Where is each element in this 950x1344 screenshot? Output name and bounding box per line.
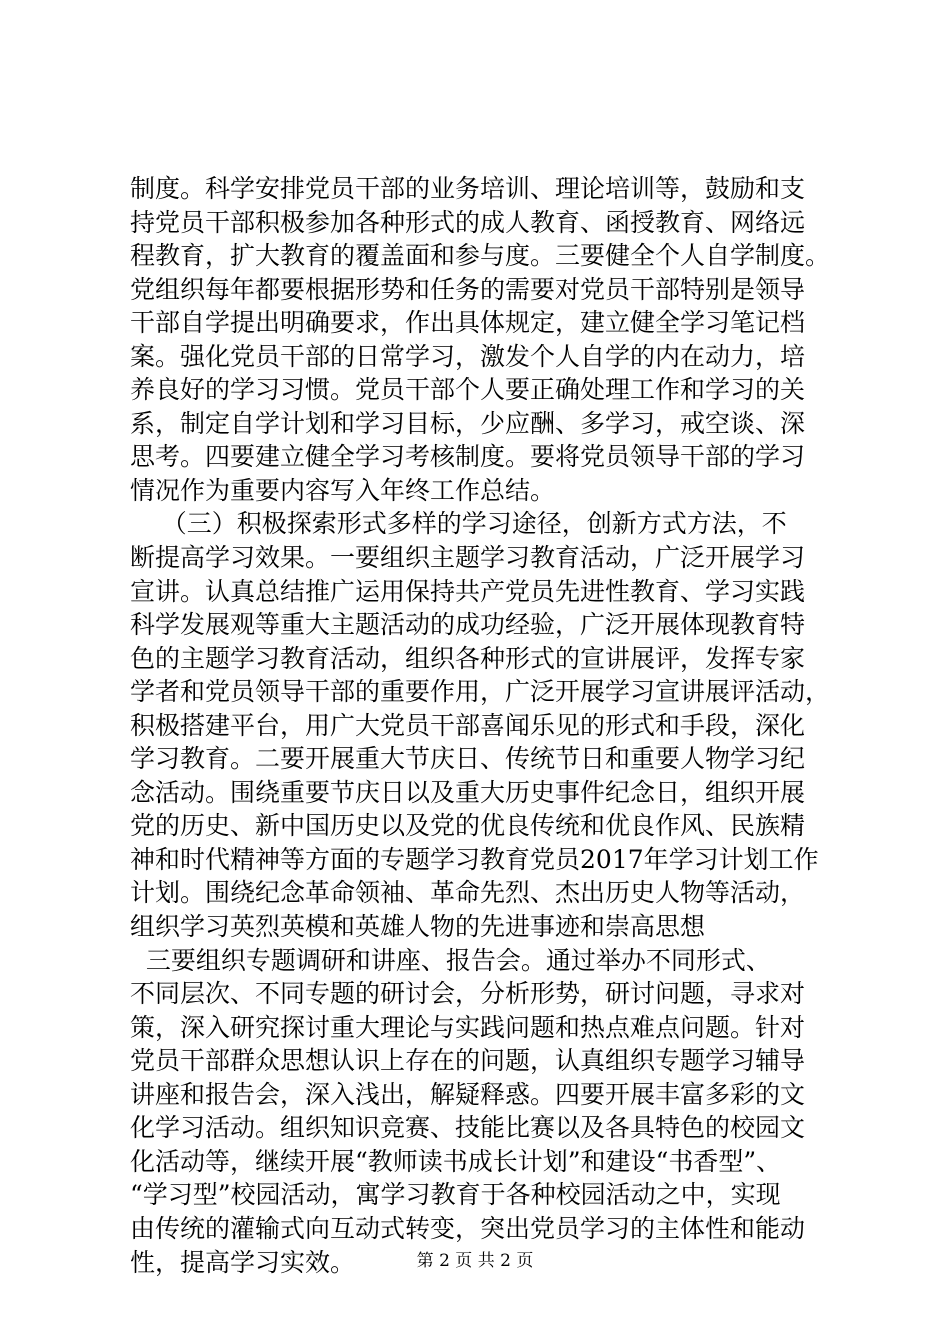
text-line: 干部自学提出明确要求，作出具体规定，建立健全学习笔记档 <box>130 308 806 338</box>
text-line: 党的历史、新中国历史以及党的优良传统和优良作风、民族精 <box>130 811 806 841</box>
text-line: 念活动。围绕重要节庆日以及重大历史事件纪念日，组织开展 <box>130 777 806 807</box>
text-line: 由传统的灌输式向互动式转变，突出党员学习的主体性和能动 <box>130 1213 806 1243</box>
text-line: 制度。科学安排党员干部的业务培训、理论培训等，鼓励和支 <box>130 174 806 203</box>
text-line: 思考。四要建立健全学习考核制度。要将党员领导干部的学习 <box>130 442 806 472</box>
text-line: 三要组织专题调研和讲座、报告会。通过举办不同形式、 <box>130 945 771 975</box>
text-line: （三）积极探索形式多样的学习途径，创新方式方法，不 <box>130 509 787 539</box>
text-line: 程教育，扩大教育的覆盖面和参与度。三要健全个人自学制度。 <box>130 241 831 271</box>
text-line: 党员干部群众思想认识上存在的问题，认真组织专题学习辅导 <box>130 1046 806 1076</box>
text-line: 色的主题学习教育活动，组织各种形式的宣讲展评，发挥专家 <box>130 643 806 673</box>
text-line: 学习教育。二要开展重大节庆日、传统节日和重要人物学习纪 <box>130 744 806 774</box>
text-line: 断提高学习效果。一要组织主题学习教育活动，广泛开展学习 <box>130 543 806 573</box>
text-line: 神和时代精神等方面的专题学习教育党员2017年学习计划工作 <box>130 844 819 874</box>
text-line: 性，提高学习实效。 <box>130 1247 356 1277</box>
text-line: 情况作为重要内容写入年终工作总结。 <box>130 475 556 505</box>
text-line: 养良好的学习习惯。党员干部个人要正确处理工作和学习的关 <box>130 375 806 405</box>
text-line: 案。强化党员干部的日常学习，激发个人自学的内在动力，培 <box>130 341 806 371</box>
text-line: 组织学习英烈英模和英雄人物的先进事迹和崇高思想 <box>130 912 706 942</box>
document-body <box>130 172 850 1279</box>
text-line: 积极搭建平台，用广大党员干部喜闻乐见的形式和手段，深化 <box>130 710 806 740</box>
text-line: 计划。围绕纪念革命领袖、革命先烈、杰出历史人物等活动， <box>130 878 806 908</box>
text-line: 策，深入研究探讨重大理论与实践问题和热点难点问题。针对 <box>130 1012 806 1042</box>
text-line: 系，制定自学计划和学习目标，少应酬、多学习，戒空谈、深 <box>130 408 806 438</box>
text-line: 化学习活动。组织知识竞赛、技能比赛以及各具特色的校园文 <box>130 1113 806 1143</box>
text-line: 科学发展观等重大主题活动的成功经验，广泛开展体现教育特 <box>130 610 806 640</box>
text-line: 学者和党员领导干部的重要作用，广泛开展学习宣讲展评活动， <box>130 677 831 707</box>
page-footer: 第 2 页 共 2 页 <box>416 1251 534 1271</box>
text-line: “学习型”校园活动，寓学习教育于各种校园活动之中，实现 <box>130 1180 781 1210</box>
text-line: 宣讲。认真总结推广运用保持共产党员先进性教育、学习实践 <box>130 576 806 606</box>
text-line: 讲座和报告会，深入浅出，解疑释惑。四要开展丰富多彩的文 <box>130 1079 806 1109</box>
text-line: 不同层次、不同专题的研讨会，分析形势，研讨问题，寻求对 <box>130 979 806 1009</box>
text-line: 化活动等，继续开展“教师读书成长计划”和建设“书香型”、 <box>130 1146 782 1176</box>
text-line: 党组织每年都要根据形势和任务的需要对党员干部特别是领导 <box>130 274 806 304</box>
text-line: 持党员干部积极参加各种形式的成人教育、函授教育、网络远 <box>130 207 806 237</box>
